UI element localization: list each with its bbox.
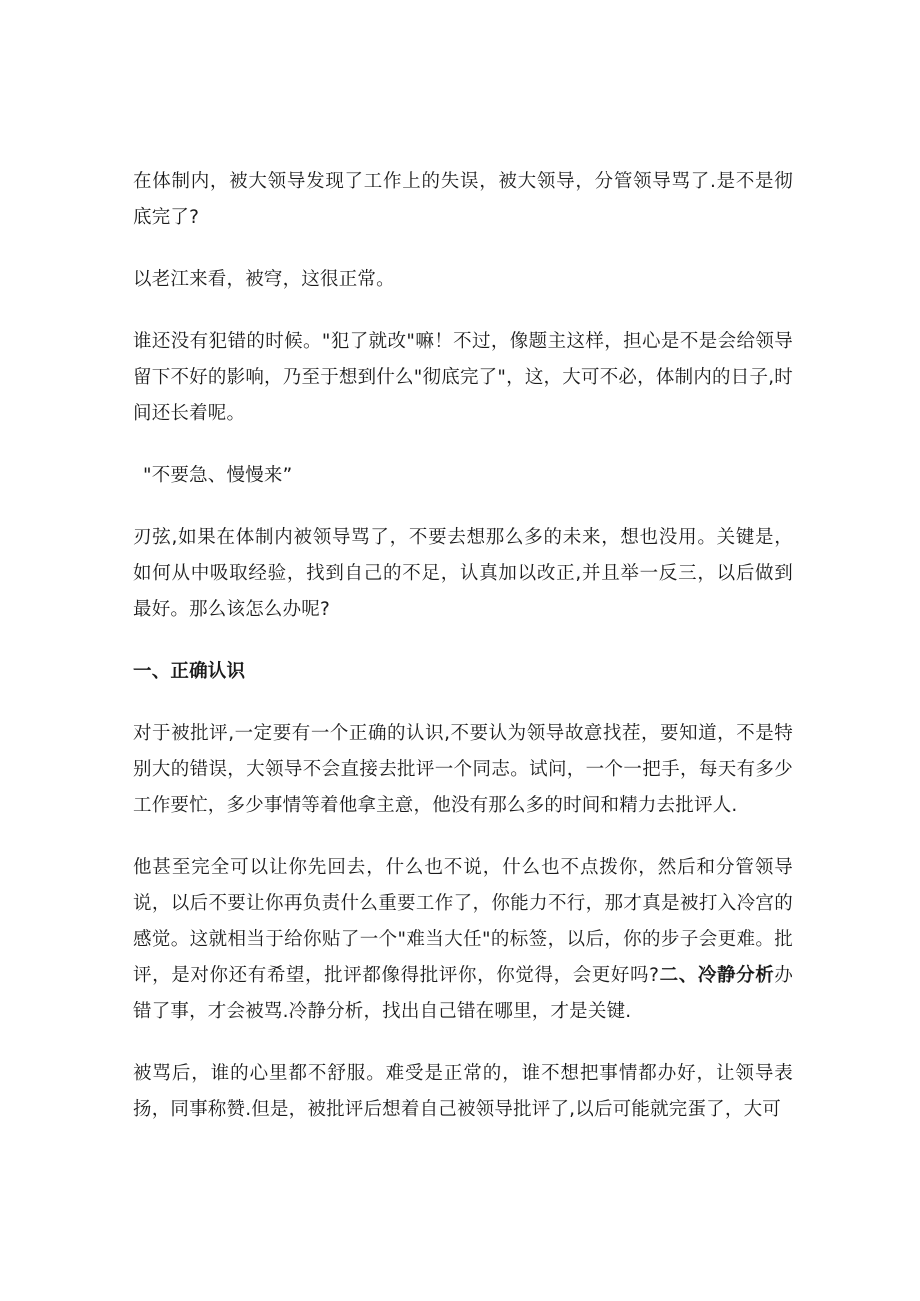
paragraph-feelings: 被骂后，谁的心里都不舒服。难受是正常的，谁不想把事情都办好，让领导表扬，同事称赞.但是，被批评后想着自己被领导批评了,以后可能就完蛋了，大可 bbox=[133, 1063, 793, 1120]
quote-slow-down: "不要急、慢慢来” bbox=[143, 465, 293, 486]
paragraph-opinion: 以老江来看，被穹，这很正常。 bbox=[133, 269, 395, 290]
paragraph-understanding: 对于被批评,一定要有一个正确的认识,不要认为领导故意找茬，要知道，不是特别大的错误，大领导不会直接去批评一个同志。试问，一个一把手，每天有多少工作要忙，多少事情等着他拿主意，他没有那么多的时间和精力去批评人. bbox=[133, 723, 793, 816]
paragraph-analysis-text: 办错了事，才会被骂.冷静分析，找出自己错在哪里，才是关键. bbox=[133, 965, 794, 1022]
document-body bbox=[133, 164, 793, 1154]
paragraph-reassurance: 谁还没有犯错的时候。"犯了就改"嘛！不过，像题主这样，担心是不是会给领导留下不好的影响，乃至于想到什么"彻底完了"，这，大可不必，体制内的日子,时间还长着呢。 bbox=[133, 331, 793, 424]
paragraph-advice: 刃弦,如果在体制内被领导骂了，不要去想那么多的未来，想也没用。关键是，如何从中吸取经验，找到自己的不足，认真加以改正,并且举一反三，以后做到最好。那么该怎么办呢? bbox=[133, 527, 793, 620]
paragraph-criticism-text: 他甚至完全可以让你先回去，什么也不说，什么也不点拨你，然后和分管领导说，以后不要让你再负责什么重要工作了，你能力不行，那才真是被打入冷宫的感觉。这就相当于给你贴了一个"难当大任"的标签，以后，你的步子会更难。批评，是对你还有希望，批评都像得批评你，你觉得，会更好吗? bbox=[133, 857, 793, 986]
paragraph-question: 在体制内，被大领导发现了工作上的失误，被大领导，分管领导骂了.是不是彻底完了? bbox=[133, 171, 793, 228]
section-heading-calm-analysis: 二、冷静分析 bbox=[659, 965, 775, 986]
section-heading-correct-understanding: 一、正确认识 bbox=[133, 661, 246, 682]
paragraph-criticism-hope bbox=[133, 850, 793, 1030]
